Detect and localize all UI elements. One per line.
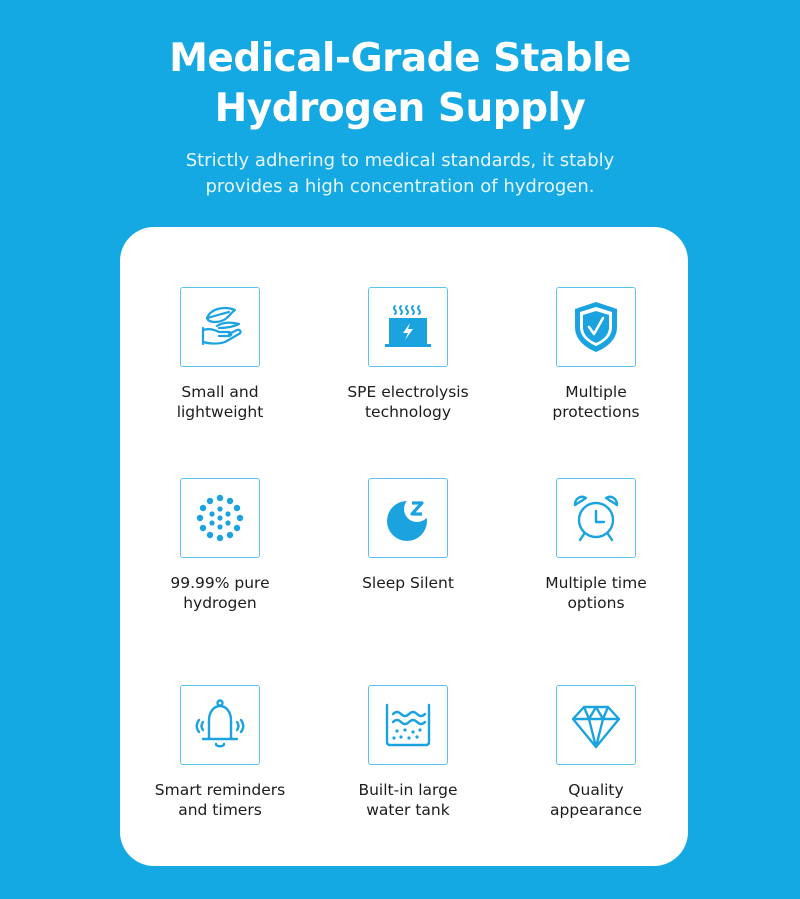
feature-small-lightweight xyxy=(126,287,314,422)
electrolysis-icon xyxy=(368,287,448,367)
feature-label: Sleep Silent xyxy=(362,574,454,592)
bell-icon xyxy=(180,685,260,765)
title-line-1: Medical-Grade Stable xyxy=(169,36,631,81)
feature-sleep-silent xyxy=(314,478,502,593)
feature-multiple-time-options xyxy=(502,478,690,613)
subtitle-line-1: Strictly adhering to medical standards, it stably xyxy=(185,150,615,171)
shield-check-icon xyxy=(556,287,636,367)
diamond-icon xyxy=(556,685,636,765)
feature-water-tank xyxy=(314,685,502,820)
hand-leaf-icon xyxy=(180,287,260,367)
page-subtitle xyxy=(0,148,800,200)
feature-smart-reminders xyxy=(126,685,314,820)
subtitle-line-2: provides a high concentration of hydrogen. xyxy=(205,176,595,197)
feature-pure-hydrogen xyxy=(126,478,314,613)
feature-label: 99.99% pure hydrogen xyxy=(170,574,270,612)
feature-multiple-protections xyxy=(502,287,690,422)
feature-label: Small and lightweight xyxy=(176,383,264,421)
alarm-clock-icon xyxy=(556,478,636,558)
features-card xyxy=(120,227,688,866)
feature-label: Multiple protections xyxy=(552,383,640,421)
feature-spe-electrolysis xyxy=(314,287,502,422)
feature-label: SPE electrolysis technology xyxy=(347,383,469,421)
dots-circle-icon xyxy=(180,478,260,558)
feature-label: Multiple time options xyxy=(545,574,647,612)
feature-quality-appearance xyxy=(502,685,690,820)
title-line-2: Hydrogen Supply xyxy=(214,86,586,131)
feature-label: Quality appearance xyxy=(550,781,642,819)
water-tank-icon xyxy=(368,685,448,765)
feature-label: Smart reminders and timers xyxy=(154,781,286,819)
feature-label: Built-in large water tank xyxy=(358,781,458,819)
moon-icon xyxy=(368,478,448,558)
page-title xyxy=(0,34,800,134)
